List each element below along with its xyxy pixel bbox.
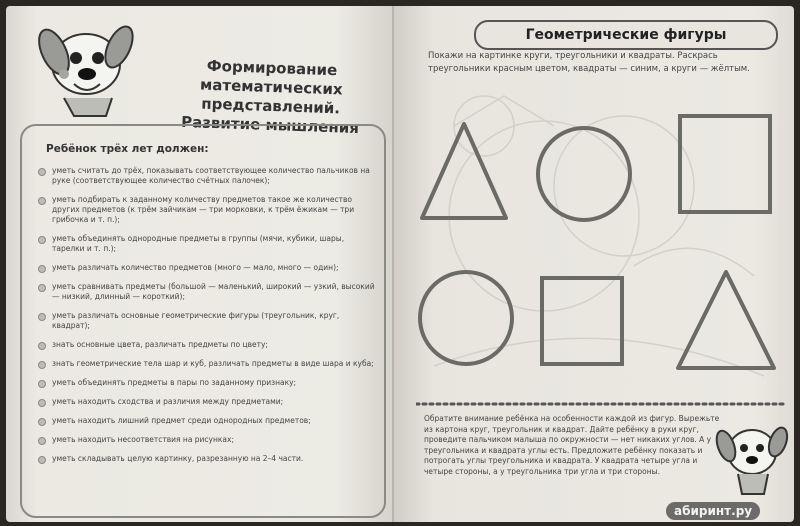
- triangle-shape: [422, 124, 506, 218]
- square-shape: [542, 278, 622, 364]
- triangle-shape: [678, 272, 774, 368]
- list-item: уметь считать до трёх, показывать соответствующее количество пальчиков на руке (соответствующее количество счётных палочек);: [36, 166, 376, 186]
- bullet-icon: [38, 265, 46, 273]
- bullet-icon: [38, 342, 46, 350]
- parent-note: Обратите внимание ребёнка на особенности каждой из фигур. Вырежьте из картона круг, треугольник и квадрат. Дайте ребёнку в руки круг, проведите пальчиком малыша по окружности — нет никаких углов. А у треугольника и квадрата углы есть. Предложите ребёнку показать и потрогать углы треугольника и квадрата. У квадрата четыре угла и четыре стороны, а у треугольника три угла и три стороны.: [424, 414, 720, 476]
- list-item: знать основные цвета, различать предметы по цвету;: [36, 340, 376, 350]
- list-item: уметь объединять однородные предметы в группы (мячи, кубики, шары, тарелки и т. п.);: [36, 234, 376, 254]
- list-item: уметь складывать целую картинку, разрезанную на 2–4 части.: [36, 454, 376, 464]
- puppy-illustration-bottom: [712, 414, 792, 500]
- bullet-icon: [38, 456, 46, 464]
- circle-shape: [420, 272, 512, 364]
- bullet-icon: [38, 361, 46, 369]
- list-item: уметь находить лишний предмет среди однородных предметов;: [36, 416, 376, 426]
- bullet-icon: [38, 284, 46, 292]
- list-item: знать геометрические тела шар и куб, различать предметы в виде шара и куба;: [36, 359, 376, 369]
- bullet-icon: [38, 236, 46, 244]
- subheading: Ребёнок трёх лет должен:: [46, 143, 209, 155]
- list-item: уметь находить несоответствия на рисунках;: [36, 435, 376, 445]
- skills-list: [36, 166, 376, 464]
- puppy-illustration-top: [24, 12, 144, 122]
- bullet-icon: [38, 418, 46, 426]
- bullet-icon: [38, 313, 46, 321]
- watermark: абиринт.ру: [666, 502, 760, 520]
- list-item: уметь находить сходства и различия между предметами;: [36, 397, 376, 407]
- right-page: [394, 6, 794, 522]
- list-item: уметь сравнивать предметы (большой — маленький, широкий — узкий, высокий — низкий, длинный — короткий);: [36, 282, 376, 302]
- dotted-divider: [416, 402, 786, 406]
- list-item: уметь объединять предметы в пары по заданному признаку;: [36, 378, 376, 388]
- background-sketch: [434, 96, 764, 376]
- bullet-icon: [38, 399, 46, 407]
- bullet-icon: [38, 380, 46, 388]
- shapes-illustration: [394, 6, 794, 406]
- page-title: Геометрические фигуры: [474, 20, 778, 50]
- bullet-icon: [38, 437, 46, 445]
- left-page: [6, 6, 394, 522]
- list-item: уметь различать количество предметов (много — мало, много — один);: [36, 263, 376, 273]
- list-item: уметь различать основные геометрические фигуры (треугольник, круг, квадрат);: [36, 311, 376, 331]
- left-heading: Формирование математических представлений. Развитие мышления: [180, 56, 360, 138]
- circle-shape: [538, 128, 630, 220]
- list-item: уметь подбирать к заданному количеству предметов такое же количество других предметов (к трём зайчикам — три морковки, к трём ёжикам — три грибочка и т. п.);: [36, 195, 376, 225]
- bullet-icon: [38, 168, 46, 176]
- instruction-text: Покажи на картинке круги, треугольники и квадраты. Раскрась треугольники красным цветом, квадраты — синим, а круги — жёлтым.: [428, 51, 750, 74]
- bullet-icon: [38, 197, 46, 205]
